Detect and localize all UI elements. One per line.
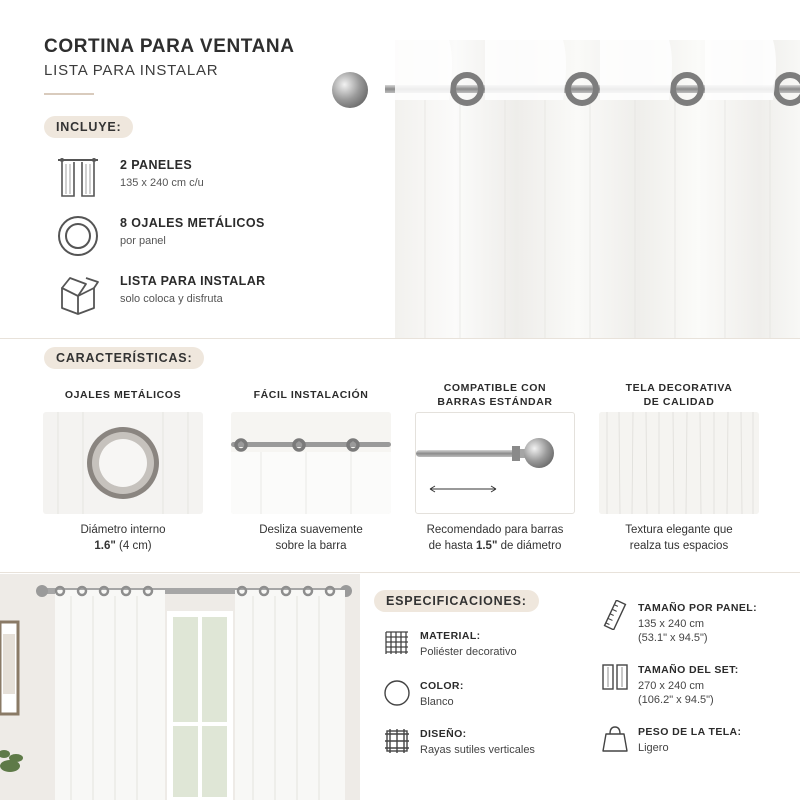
caption-line: realza tus espacios (629, 540, 729, 552)
caption-line: Diámetro interno (80, 524, 166, 536)
pattern-knot-icon (382, 726, 412, 756)
spec-title: PESO DE LA TELA: (638, 726, 742, 738)
caption-rest: de diámetro (497, 540, 562, 552)
spec-value: Poliéster decorativo (420, 646, 517, 658)
section-divider (0, 572, 800, 573)
heading-line: BARRAS ESTÁNDAR (437, 396, 553, 408)
curtain-photo (385, 40, 800, 338)
rod-slide-icon (231, 412, 391, 514)
curtain-rod-icon (416, 413, 574, 513)
page-subtitle: LISTA PARA INSTALAR (44, 62, 219, 79)
spec-title: DISEÑO: (420, 728, 467, 740)
includes-item-ready (56, 272, 386, 318)
heading-line: TELA DECORATIVA (625, 382, 733, 394)
feature-caption (596, 522, 762, 554)
feature-caption (228, 522, 394, 554)
room-photo (0, 574, 360, 800)
feature-image-rod (415, 412, 575, 514)
caption-line: Textura elegante que (625, 524, 733, 536)
open-box-icon (56, 272, 100, 316)
feature-image-installation (231, 412, 391, 514)
heading-line: DE CALIDAD (643, 396, 715, 408)
caption-line (40, 538, 206, 554)
caption-line: Desliza suavemente (259, 524, 363, 536)
ruler-icon (600, 600, 630, 630)
weave-grid-icon (382, 628, 412, 658)
spec-value (638, 617, 708, 645)
spec-value: Blanco (420, 696, 454, 708)
features-label: CARACTERÍSTICAS: (44, 347, 204, 369)
heading-line: COMPATIBLE CON (443, 382, 547, 394)
feature-image-fabric (599, 412, 759, 514)
fabric-texture-icon (599, 412, 759, 514)
feature-heading (412, 378, 578, 412)
feature-heading: FÁCIL INSTALACIÓN (253, 389, 369, 401)
includes-label: INCLUYE: (44, 116, 133, 138)
caption-bold-value: 1.5" (475, 540, 498, 552)
header-panel (0, 0, 400, 340)
spec-title: TAMAÑO DEL SET: (638, 664, 739, 676)
caption-rest: (4 cm) (115, 540, 152, 552)
feature-caption (412, 522, 578, 554)
spec-design (382, 726, 562, 772)
grommet-closeup-icon (43, 412, 203, 514)
feature-heading: OJALES METÁLICOS (64, 389, 182, 401)
includes-item-panels (56, 156, 386, 202)
includes-item-detail: 135 x 240 cm c/u (120, 177, 204, 189)
spec-weight (600, 724, 780, 770)
includes-item-detail: solo coloca y disfruta (120, 293, 223, 305)
includes-item-grommets (56, 214, 386, 260)
feature-caption (40, 522, 206, 554)
color-circle-icon (382, 678, 412, 708)
spec-value: Rayas sutiles verticales (420, 744, 535, 756)
spec-value-line: 270 x 240 cm (638, 680, 705, 692)
spec-value (638, 679, 714, 707)
feature-installation (228, 378, 394, 554)
specs-label: ESPECIFICACIONES: (374, 590, 539, 612)
spec-set-size (600, 662, 780, 708)
spec-value-line: 135 x 240 cm (638, 618, 705, 630)
feature-fabric (596, 378, 762, 554)
feature-compatible (412, 378, 578, 554)
spec-title: MATERIAL: (420, 630, 481, 642)
includes-item-detail: por panel (120, 235, 166, 247)
feature-image-grommet (43, 412, 203, 514)
spec-value: Ligero (638, 742, 669, 754)
caption-line (412, 538, 578, 554)
feature-heading (596, 378, 762, 412)
curtain-panels-icon (56, 156, 100, 200)
section-divider (0, 338, 800, 339)
spec-material (382, 628, 562, 674)
rod-finial-icon (330, 68, 370, 112)
spec-title: TAMAÑO POR PANEL: (638, 602, 757, 614)
grommet-ring-icon (56, 214, 100, 258)
spec-color (382, 678, 562, 724)
includes-item-title: LISTA PARA INSTALAR (120, 274, 266, 288)
page-title: CORTINA PARA VENTANA (44, 36, 295, 57)
feature-grommets (40, 378, 206, 554)
includes-item-title: 8 OJALES METÁLICOS (120, 216, 265, 230)
includes-item-title: 2 PANELES (120, 158, 193, 172)
caption-bold-value: 1.6" (94, 540, 116, 552)
panels-set-icon (600, 662, 630, 692)
spec-value-line: (106.2" x 94.5") (638, 694, 714, 706)
weight-bag-icon (600, 724, 630, 754)
spec-panel-size (600, 600, 780, 646)
caption-pre: de hasta (428, 540, 476, 552)
title-divider (44, 93, 94, 95)
caption-line: Recomendado para barras (426, 524, 564, 536)
caption-line: sobre la barra (275, 540, 347, 552)
spec-value-line: (53.1" x 94.5") (638, 632, 708, 644)
spec-title: COLOR: (420, 680, 464, 692)
